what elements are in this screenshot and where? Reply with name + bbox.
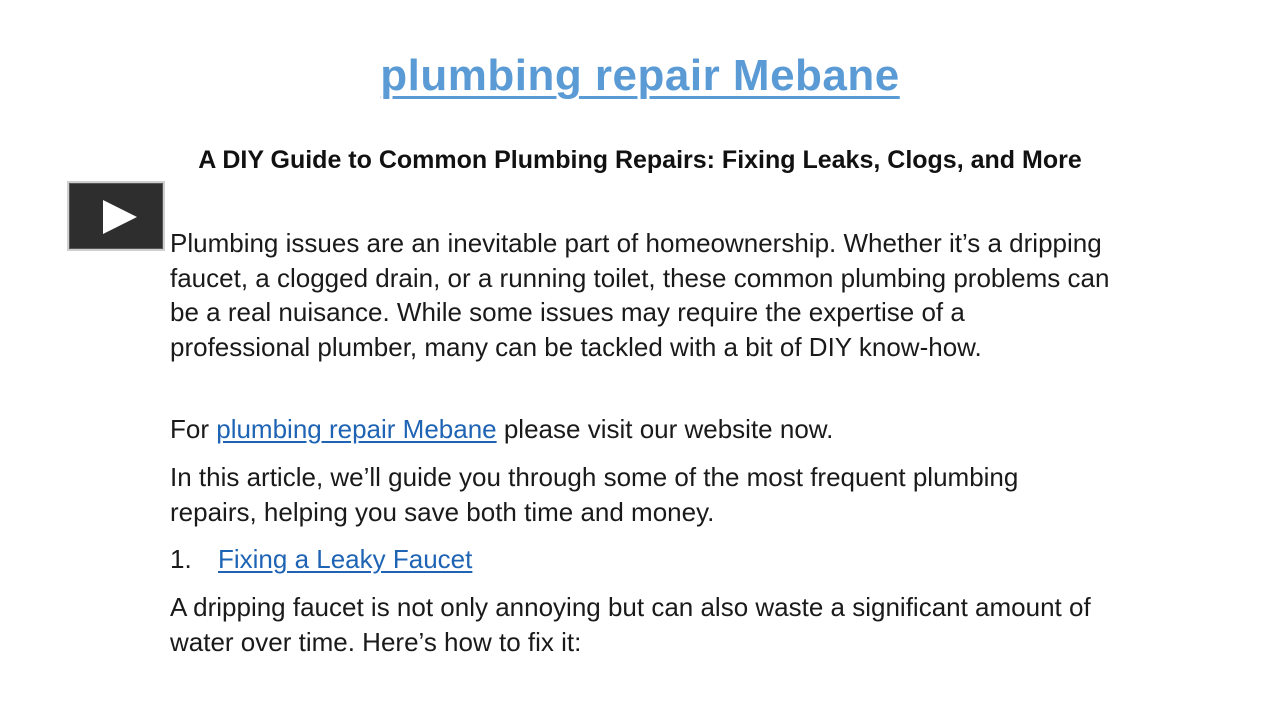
slide-subtitle: A DIY Guide to Common Plumbing Repairs: Fixing Leaks, Clogs, and More [198,146,1082,174]
article-paragraph: In this article, we’ll guide you through some of the most frequent plumbing repairs, helping you save both time and money. [170,462,1019,527]
slide-title-link[interactable]: plumbing repair Mebane [380,51,900,100]
play-icon [103,200,137,234]
list-item [170,542,1110,577]
visit-prefix: For [170,414,217,444]
visit-paragraph [170,412,1110,447]
plumbing-repair-link[interactable]: plumbing repair Mebane [216,414,497,444]
video-play-button[interactable] [67,181,165,251]
faucet-paragraph: A dripping faucet is not only annoying but can also waste a significant amount of water over time. Here’s how to fix it: [170,592,1091,657]
visit-suffix: please visit our website now. [496,414,834,444]
intro-paragraph: Plumbing issues are an inevitable part of homeownership. Whether it’s a dripping faucet, a clogged drain, or a running toilet, these common plumbing problems can be a real nuisance. While some issues may require the expertise of a professional plumber, many can be tackled with a bit of DIY know-how. [170,228,1110,362]
leaky-faucet-link[interactable]: Fixing a Leaky Faucet [218,544,473,574]
list-item-number: 1. [170,544,192,574]
